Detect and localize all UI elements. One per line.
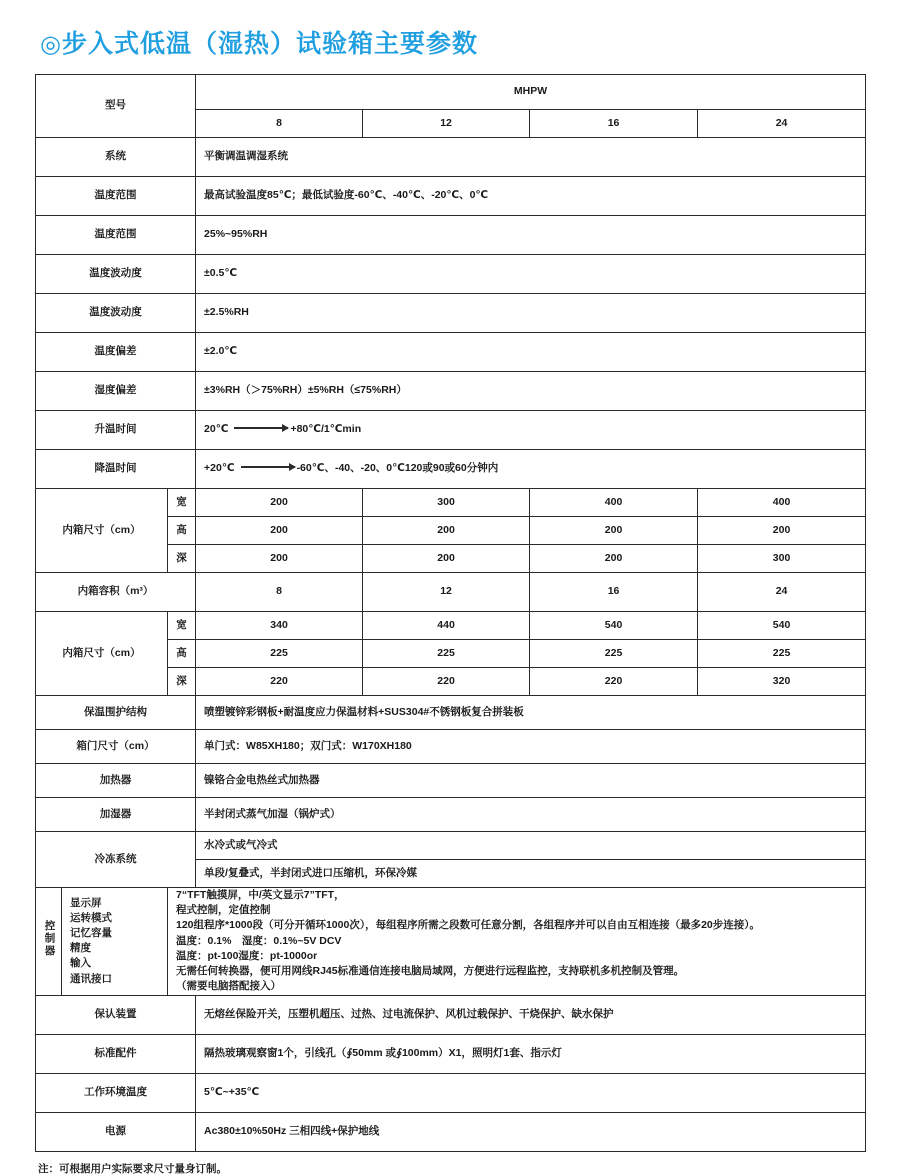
row-value: ±2.5%RH xyxy=(196,294,866,333)
controller-line: 无需任何转换器，便可用网线RJ45标准通信连接电脑局域网，方便进行远程监控，支持联机多机控制及管理。 xyxy=(176,965,685,978)
model-size-cell: 8 xyxy=(196,110,363,138)
controller-sub-label: 记忆容量 xyxy=(70,927,112,940)
dimension-value: 200 xyxy=(196,517,363,545)
row-label: 加湿器 xyxy=(36,798,196,832)
model-size-cell: 16 xyxy=(530,110,698,138)
table-row xyxy=(36,995,866,1034)
row-value: 隔热玻璃观察窗1个，引线孔（∮50mm 或∮100mm）X1，照明灯1套、指示灯 xyxy=(196,1034,866,1073)
table-row-controller xyxy=(36,888,866,996)
row-label: 湿度偏差 xyxy=(36,372,196,411)
volume-value: 16 xyxy=(530,573,698,612)
row-label: 保认装置 xyxy=(36,995,196,1034)
row-label: 温度波动度 xyxy=(36,255,196,294)
refrigeration-line: 水冷式或气冷式 xyxy=(196,832,866,860)
row-label: 工作环境温度 xyxy=(36,1073,196,1112)
controller-sub-label: 显示屏 xyxy=(70,896,102,909)
dimension-value: 200 xyxy=(363,545,530,573)
dimension-sub-label: 高 xyxy=(168,517,196,545)
table-row xyxy=(36,333,866,372)
dimension-value: 200 xyxy=(530,545,698,573)
dimension-value: 225 xyxy=(698,640,866,668)
dimension-sub-label: 宽 xyxy=(168,612,196,640)
dimension-value: 200 xyxy=(698,517,866,545)
dimension-value: 320 xyxy=(698,668,866,696)
controller-line: （需要电脑搭配接入） xyxy=(176,980,281,993)
outer-dimensions-label: 内箱尺寸（cm） xyxy=(36,612,168,696)
controller-description xyxy=(168,888,866,996)
row-value: 镍铬合金电热丝式加热器 xyxy=(196,764,866,798)
controller-sub-label: 运转模式 xyxy=(70,911,112,924)
row-value: 最高试验温度85℃；最低试验度-60℃、-40℃、-20℃、0℃ xyxy=(196,177,866,216)
row-value: Ac380±10%50Hz 三相四线+保护地线 xyxy=(196,1112,866,1151)
row-value: ±0.5℃ xyxy=(196,255,866,294)
dimension-value: 225 xyxy=(196,640,363,668)
row-value: 半封闭式蒸气加湿（锅炉式） xyxy=(196,798,866,832)
row-value: 平衡调温调湿系统 xyxy=(196,138,866,177)
row-value: 喷塑镀锌彩钢板+耐温度应力保温材料+SUS304#不锈钢板复合拼装板 xyxy=(196,696,866,730)
row-label: 温度波动度 xyxy=(36,294,196,333)
controller-line: 120组程序*1000段（可分开循环1000次），每组程序所需之段数可任意分割，各组程序并可以自由互相连接（最多20步连接）。 xyxy=(176,919,760,932)
controller-sub-labels xyxy=(62,888,168,996)
row-label: 电源 xyxy=(36,1112,196,1151)
page-title-main: 步入式低温（湿热）试验箱 xyxy=(61,30,374,58)
dimension-sub-label: 深 xyxy=(168,545,196,573)
dimension-sub-label: 宽 xyxy=(168,489,196,517)
table-row xyxy=(36,696,866,730)
ramp-to: +80℃/1℃min xyxy=(290,423,362,436)
page-title-emphasis: 主要参数 xyxy=(373,30,478,58)
model-name: MHPW xyxy=(196,75,866,110)
dimension-value: 225 xyxy=(530,640,698,668)
table-row-volume xyxy=(36,573,866,612)
table-row xyxy=(36,764,866,798)
ramp-from: +20℃ xyxy=(204,462,235,475)
row-label: 保温围护结构 xyxy=(36,696,196,730)
dimension-value: 440 xyxy=(363,612,530,640)
dimension-sub-label: 深 xyxy=(168,668,196,696)
dimension-value: 200 xyxy=(196,489,363,517)
row-label: 温度范围 xyxy=(36,216,196,255)
table-row-inner-dim-width xyxy=(36,489,866,517)
controller-sub-label: 精度 xyxy=(70,942,91,955)
row-label: 温度范围 xyxy=(36,177,196,216)
row-value: 25%~95%RH xyxy=(196,216,866,255)
table-row xyxy=(36,255,866,294)
dimension-value: 220 xyxy=(530,668,698,696)
controller-sub-label: 输入 xyxy=(70,957,91,970)
table-row xyxy=(36,216,866,255)
table-row xyxy=(36,138,866,177)
row-value: ±3%RH（＞75%RH）±5%RH（≤75%RH） xyxy=(196,372,866,411)
row-value xyxy=(196,450,866,489)
model-label: 型号 xyxy=(36,75,196,138)
row-label: 系统 xyxy=(36,138,196,177)
dimension-value: 200 xyxy=(530,517,698,545)
footnote: 注：可根据用户实际要求尺寸量身订制。 xyxy=(38,1162,227,1175)
table-row-heating-time xyxy=(36,411,866,450)
controller-line: 温度：0.1% 湿度：0.1%~5V DCV xyxy=(176,934,342,947)
dimension-value: 200 xyxy=(196,545,363,573)
row-value: 单门式：W85XH180；双门式：W170XH180 xyxy=(196,730,866,764)
row-label: 箱门尺寸（cm） xyxy=(36,730,196,764)
row-value xyxy=(196,411,866,450)
controller-line: 7“TFT触摸屏，中/英文显示7”TFT， xyxy=(176,889,345,901)
row-label: 标准配件 xyxy=(36,1034,196,1073)
row-label: 温度偏差 xyxy=(36,333,196,372)
dimension-value: 400 xyxy=(698,489,866,517)
ramp-from: 20℃ xyxy=(204,423,229,436)
ramp-to: -60℃、-40、-20、0℃120或90或60分钟内 xyxy=(296,462,499,475)
table-row xyxy=(36,730,866,764)
controller-label: 控制器 xyxy=(36,888,62,996)
row-value: ±2.0℃ xyxy=(196,333,866,372)
dimension-value: 540 xyxy=(530,612,698,640)
arrow-right-icon xyxy=(241,466,295,468)
dimension-value: 300 xyxy=(363,489,530,517)
dimension-value: 400 xyxy=(530,489,698,517)
table-row-cooling-time xyxy=(36,450,866,489)
model-size-cell: 24 xyxy=(698,110,866,138)
table-row-model-name xyxy=(36,75,866,110)
dimension-value: 220 xyxy=(196,668,363,696)
table-row xyxy=(36,1073,866,1112)
dimension-value: 300 xyxy=(698,545,866,573)
table-row xyxy=(36,798,866,832)
row-value: 5℃~+35℃ xyxy=(196,1073,866,1112)
dimension-value: 540 xyxy=(698,612,866,640)
table-row xyxy=(36,177,866,216)
model-size-cell: 12 xyxy=(363,110,530,138)
volume-value: 8 xyxy=(196,573,363,612)
dimension-value: 340 xyxy=(196,612,363,640)
volume-value: 24 xyxy=(698,573,866,612)
dimension-value: 220 xyxy=(363,668,530,696)
table-row-outer-dim-width xyxy=(36,612,866,640)
row-label: 加热器 xyxy=(36,764,196,798)
row-value: 无熔丝保险开关，压塑机超压、过热、过电流保护、风机过载保护、干烧保护、缺水保护 xyxy=(196,995,866,1034)
controller-line: 程式控制，定值控制 xyxy=(176,904,271,917)
controller-sub-label: 通讯接口 xyxy=(70,972,112,985)
specification-table xyxy=(35,74,866,1152)
refrigeration-line: 单段/复叠式，半封闭式进口压缩机，环保冷媒 xyxy=(196,860,866,888)
refrigeration-label: 冷冻系统 xyxy=(36,832,196,888)
volume-label: 内箱容积（m³） xyxy=(36,573,196,612)
volume-value: 12 xyxy=(363,573,530,612)
row-label: 降温时间 xyxy=(36,450,196,489)
table-row xyxy=(36,372,866,411)
inner-dimensions-label: 内箱尺寸（cm） xyxy=(36,489,168,573)
row-label: 升温时间 xyxy=(36,411,196,450)
table-row-refrigeration-1 xyxy=(36,832,866,860)
table-row xyxy=(36,1112,866,1151)
controller-line: 温度：pt-100湿度：pt-1000or xyxy=(176,949,318,962)
dimension-value: 200 xyxy=(363,517,530,545)
page-title xyxy=(0,0,900,74)
bullet-icon: ◎ xyxy=(40,31,62,58)
dimension-sub-label: 高 xyxy=(168,640,196,668)
dimension-value: 225 xyxy=(363,640,530,668)
table-row xyxy=(36,1034,866,1073)
table-row xyxy=(36,294,866,333)
arrow-right-icon xyxy=(234,427,288,429)
